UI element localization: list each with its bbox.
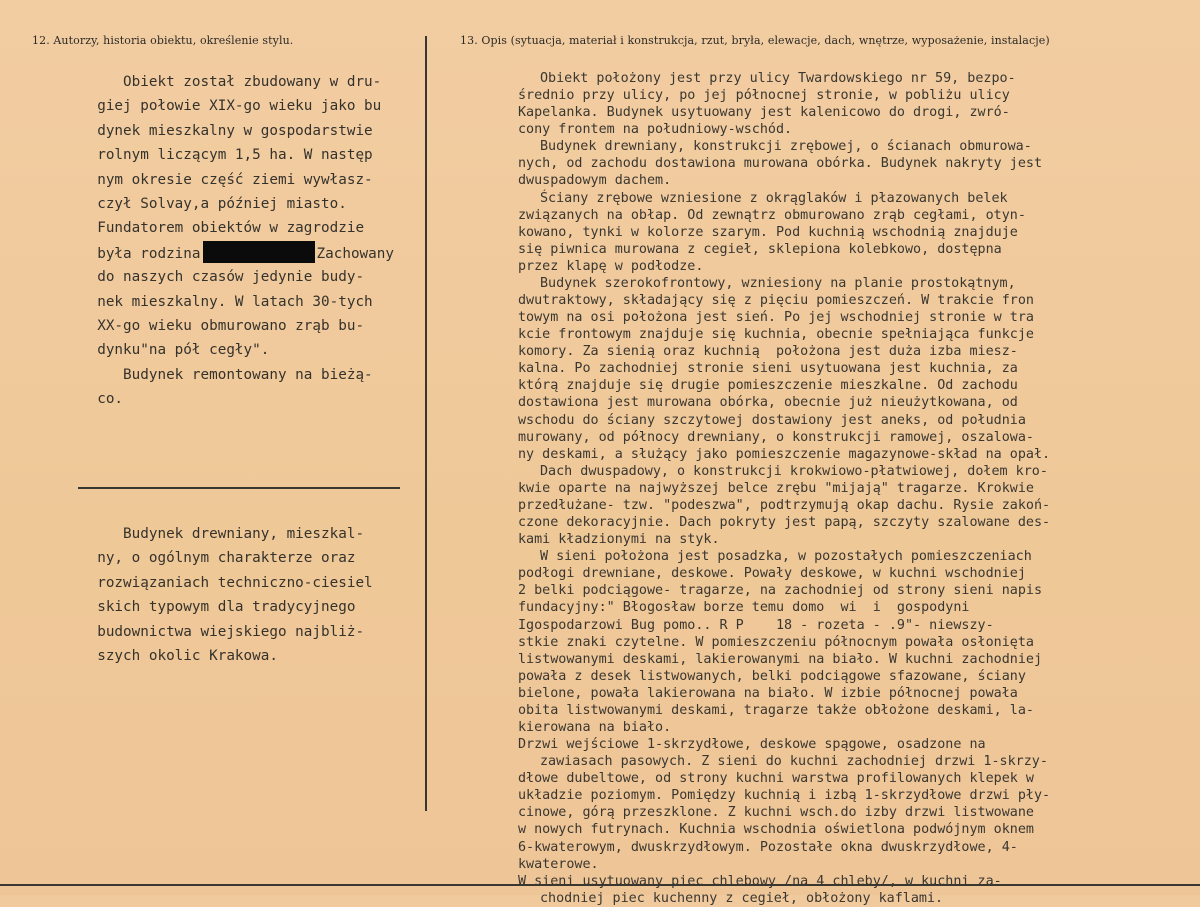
text-line: którą znajduje się drugie pomieszczenie mieszkalne. Od zachodu: [518, 378, 1018, 394]
text-line: ny, o ogólnym charakterze oraz: [80, 550, 356, 567]
text-line: komory. Za sienią oraz kuchnią położona jest duża izba miesz-: [518, 344, 1018, 360]
text-line: w nowych futrynach. Kuchnia wschodnia oświetlona podwójnym oknem: [518, 822, 1034, 838]
text-line: kalna. Po zachodniej stronie sieni usytuowana jest kuchnia, za: [518, 361, 1018, 377]
text-line: układzie poziomym. Pomiędzy kuchnią i izbą 1-skrzydłowe drzwi pły-: [518, 788, 1051, 804]
text-line: czone dekoracyjnie. Dach pokryty jest papą, szczyty szalowane des-: [518, 515, 1051, 531]
text-line: giej połowie XIX-go wieku jako bu: [80, 98, 382, 115]
text-line: dynek mieszkalny w gospodarstwie: [80, 122, 373, 139]
text-after-redaction: Zachowany: [316, 245, 394, 262]
description-text-block: [518, 70, 1198, 907]
text-line: średnio przy ulicy, po jej północnej stronie, w pobliżu ulicy: [518, 88, 1010, 104]
text-line: co.: [80, 391, 124, 408]
text-line: cinowe, górą przeszklone. Z kuchni wsch.do izby drzwi listwowane: [518, 805, 1034, 821]
text-line: Budynek remontowany na bieżą-: [80, 366, 373, 383]
text-line: ny deskami, a służący jako pomieszczenie magazynowe-skład na opał.: [518, 446, 1051, 462]
text-line: Fundatorem obiektów w zagrodzie: [80, 220, 365, 237]
text-line: skich typowym dla tradycyjnego: [80, 599, 356, 616]
text-line: czył Solvay,a później miasto.: [80, 195, 347, 212]
text-line: XX-go wieku obmurowano zrąb bu-: [80, 317, 365, 334]
text-line: Igospodarzowi Bug pomo.. R P 18 - rozeta - .9"- niewszy-: [518, 617, 994, 633]
text-line: rolnym liczącym 1,5 ha. W następ: [80, 147, 373, 164]
text-line: listwowanymi deskami, lakierowanymi na biało. W kuchni zachodniej: [518, 651, 1043, 667]
section-separator-line: [78, 487, 400, 489]
text-line: chodniej piec kuchenny z cegieł, obłożony kaflami.: [540, 890, 944, 906]
text-line: dłowe dubeltowe, od strony kuchni warstwa profilowanych klepek w: [518, 771, 1034, 787]
text-line: się piwnica murowana z cegieł, sklepiona kolebkowo, dostępna: [518, 241, 1002, 257]
text-line: kierowana na biało.: [518, 719, 672, 735]
text-line: dynku"na pół cegły".: [80, 342, 270, 359]
text-line: kwie oparte na najwyższej belce zrębu "mijają" tragarze. Krokwie: [518, 480, 1034, 496]
text-line: bielone, powała lakierowana na biało. W izbie północnej powała: [518, 685, 1018, 701]
text-line: dostawiona jest murowana obórka, obecnie już nieużytkowana, od: [518, 395, 1018, 411]
text-line: kcie frontowym znajduje się kuchnia, obecnie spełniająca funkcje: [518, 327, 1034, 343]
text-line: kami kładzionymi na styk.: [518, 532, 720, 548]
text-line: Ściany zrębowe wzniesione z okrąglaków i płazowanych belek: [540, 190, 1008, 206]
text-line: Budynek szerokofrontowy, wzniesiony na planie prostokątnym,: [540, 275, 1016, 291]
text-line: fundacyjny:" Błogosław borze temu domo wi i gospodyni: [518, 600, 970, 616]
text-line: budownictwa wiejskiego najbliż-: [80, 623, 365, 640]
text-line: W sieni położona jest posadzka, w pozostałych pomieszczeniach: [540, 549, 1032, 565]
text-line: Obiekt położony jest przy ulicy Twardowskiego nr 59, bezpo-: [540, 71, 1016, 86]
text-line: do naszych czasów jedynie budy-: [80, 269, 365, 286]
text-line: rozwiązaniach techniczno-ciesiel: [80, 574, 373, 591]
text-line: dwuspadowym dachem.: [518, 173, 672, 189]
text-line: Drzwi wejściowe 1-skrzydłowe, deskowe spągowe, osadzone na: [518, 737, 986, 753]
text-line: Kapelanka. Budynek usytuowany jest kalenicowo do drogi, zwró-: [518, 105, 1010, 121]
text-line: była rodzina Zachowany: [80, 241, 415, 265]
text-line: powała z desek listwowanych, belki podciągowe sfazowane, ściany: [518, 668, 1026, 684]
text-line: obita listwowanymi deskami, tragarze także obłożone deskami, la-: [518, 702, 1034, 718]
text-line: szych okolic Krakowa.: [80, 647, 278, 664]
text-line: nek mieszkalny. W latach 30-tych: [80, 293, 373, 310]
text-line: nym okresie część ziemi wywłasz-: [80, 171, 373, 188]
text-line: Budynek drewniany, mieszkal-: [80, 526, 365, 542]
text-line: 6-kwaterowym, dwuskrzydłowym. Pozostałe okna dwuskrzydłowe, 4-: [518, 839, 1018, 855]
text-line: stkie znaki czytelne. W pomieszczeniu północnym powała osłonięta: [518, 634, 1034, 650]
section-13-header: 13. Opis (sytuacja, materiał i konstrukcja, rzut, bryła, elewacje, dach, wnętrze, wyposażenie, instalacje): [460, 34, 1050, 47]
text-line: kwaterowe.: [518, 856, 599, 872]
text-line: podłogi drewniane, deskowe. Powały deskowe, w kuchni wschodniej: [518, 566, 1026, 582]
redaction-box: [203, 241, 315, 263]
text-line: towym na osi położona jest sień. Po jej wschodniej stronie w tra: [518, 310, 1034, 326]
text-line: Budynek drewniany, konstrukcji zrębowej, o ścianach obmurowa-: [540, 139, 1032, 155]
style-text-block: [80, 522, 415, 668]
text-line: W sieni usytuowany piec chlebowy /na 4 chleby/, w kuchni za-: [518, 873, 1002, 889]
text-line: Dach dwuspadowy, o konstrukcji krokwiowo-płatwiowej, dołem kro-: [540, 463, 1048, 479]
text-line: cony frontem na południowy-wschód.: [518, 122, 793, 138]
text-line: wschodu do ściany szczytowej dostawiony jest aneks, od południa: [518, 412, 1026, 428]
text-line: dwutraktowy, składający się z pięciu pomieszczeń. W trakcie fron: [518, 293, 1034, 309]
text-line: związanych na obłap. Od zewnątrz obmurowano zrąb cegłami, otyn-: [518, 207, 1026, 223]
history-text-block: [80, 70, 415, 411]
text-line: Obiekt został zbudowany w dru-: [80, 74, 382, 90]
column-divider: [425, 36, 427, 811]
text-line: 2 belki podciągowe- tragarze, na zachodniej od strony sieni napis: [518, 583, 1043, 599]
section-12-header: 12. Autorzy, historia obiektu, określenie stylu.: [32, 34, 294, 47]
text-line: przedłużane- tzw. "podeszwa", podtrzymują okap dachu. Rysie zakoń-: [518, 497, 1051, 513]
text-line: nych, od zachodu dostawiona murowana obórka. Budynek nakryty jest: [518, 156, 1043, 172]
text-line: murowany, od północy drewniany, o konstrukcji ramowej, oszalowa-: [518, 429, 1034, 445]
text-line: kowano, tynki w kolorze szarym. Pod kuchnią wschodnią znajduje: [518, 224, 1018, 240]
text-line: zawiasach pasowych. Z sieni do kuchni zachodniej drzwi 1-skrzy-: [540, 754, 1048, 770]
text-line: przez klapę w podłodze.: [518, 258, 704, 274]
